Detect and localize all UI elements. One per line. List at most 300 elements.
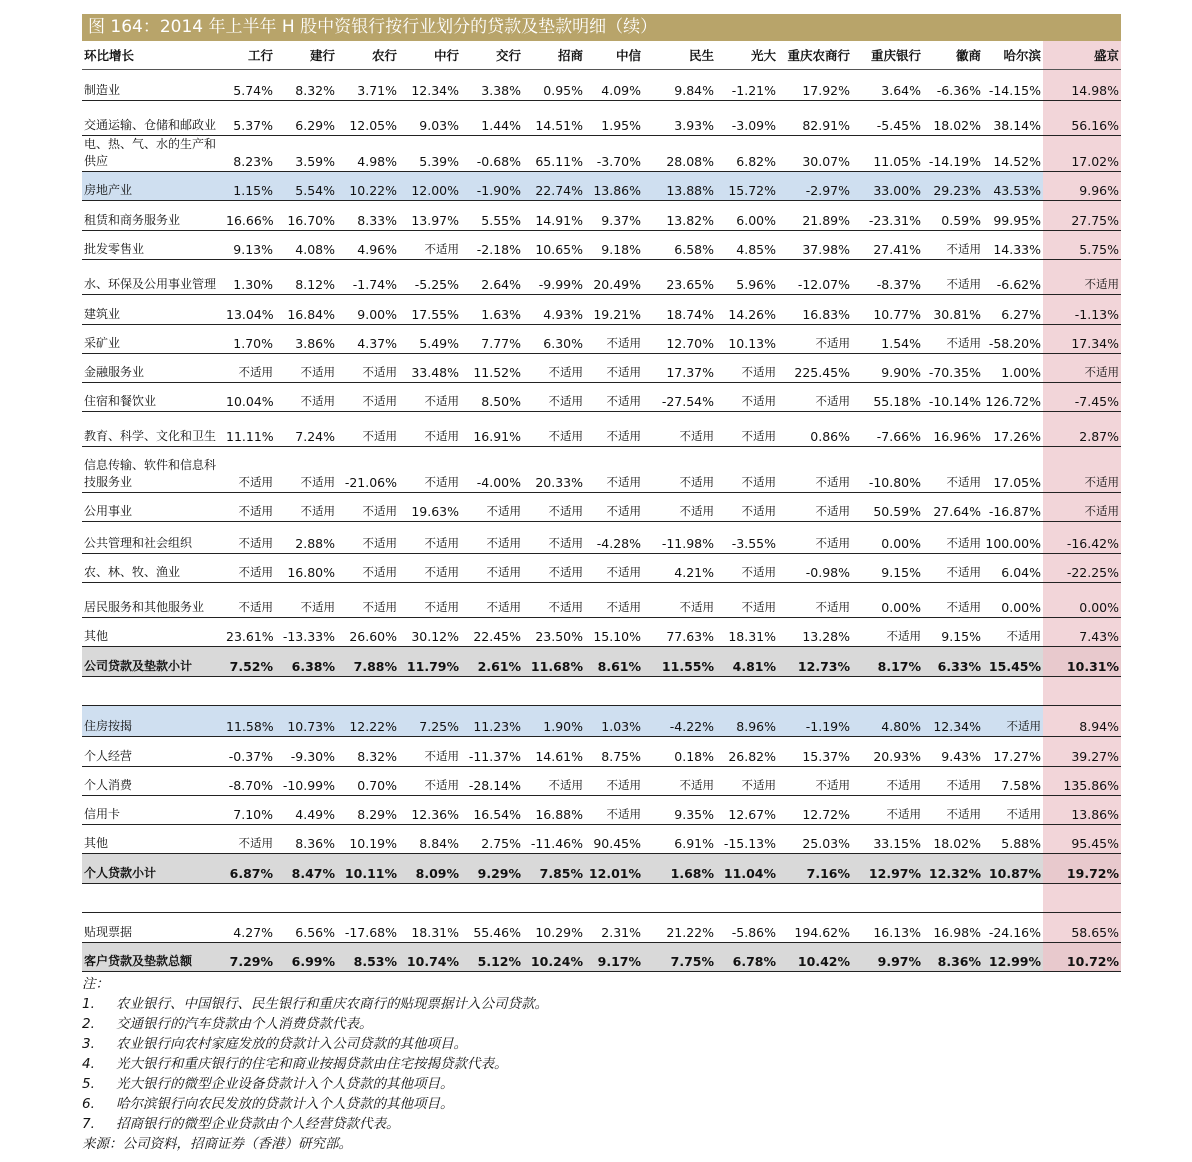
table-cell: 0.86% <box>778 412 852 447</box>
header-bank: 重庆农商行 <box>778 41 852 70</box>
table-cell: 不适用 <box>275 354 337 383</box>
table-cell: 17.92% <box>778 70 852 101</box>
table-cell: 12.67% <box>716 796 778 825</box>
table-cell: -1.74% <box>337 260 399 295</box>
table-cell: 不适用 <box>852 618 923 647</box>
table-cell: 不适用 <box>523 554 585 583</box>
table-cell: -6.36% <box>923 70 983 101</box>
table-cell: 11.23% <box>461 706 523 737</box>
table-cell: -1.13% <box>1043 295 1121 325</box>
table-cell: 16.80% <box>275 554 337 583</box>
table-cell: 8.53% <box>337 943 399 972</box>
table-cell: 1.44% <box>461 101 523 136</box>
table-cell: -21.06% <box>337 447 399 493</box>
note-number: 7. <box>82 1116 95 1132</box>
table-row <box>82 706 1121 737</box>
table-cell: 3.38% <box>461 70 523 101</box>
row-label: 其他 <box>82 618 224 647</box>
table-cell: -1.19% <box>778 706 852 737</box>
table-cell: -5.25% <box>399 260 461 295</box>
row-label: 个人消费 <box>82 767 224 796</box>
table-cell: 11.04% <box>716 854 778 884</box>
table-cell: 10.04% <box>224 383 275 412</box>
table-cell: 1.00% <box>983 354 1043 383</box>
note-text: 光大银行和重庆银行的住宅和商业按揭贷款由住宅按揭贷款代表。 <box>116 1056 508 1072</box>
table-cell: 8.36% <box>275 825 337 854</box>
table-cell: 13.04% <box>224 295 275 325</box>
section-spacer <box>82 677 1121 706</box>
table-cell: 16.91% <box>461 412 523 447</box>
row-label: 公用事业 <box>82 493 224 522</box>
table-cell: 17.55% <box>399 295 461 325</box>
note-item <box>82 1094 1121 1114</box>
table-cell: 3.64% <box>852 70 923 101</box>
notes-title: 注： <box>82 976 109 992</box>
table-cell: 13.82% <box>643 201 716 231</box>
table-cell: 8.96% <box>716 706 778 737</box>
table-cell: 8.33% <box>337 201 399 231</box>
table-cell: -22.25% <box>1043 554 1121 583</box>
table-cell: 1.63% <box>461 295 523 325</box>
table-cell: 7.58% <box>983 767 1043 796</box>
table-cell: 9.96% <box>1043 172 1121 201</box>
table-cell: 5.75% <box>1043 231 1121 260</box>
row-label: 建筑业 <box>82 295 224 325</box>
table-cell: -10.80% <box>852 447 923 493</box>
table-cell: 14.91% <box>523 201 585 231</box>
figure-title: 图 164：2014 年上半年 H 股中资银行按行业划分的贷款及垫款明细（续） <box>82 14 1121 41</box>
table-cell: 不适用 <box>337 554 399 583</box>
table-cell: 不适用 <box>224 354 275 383</box>
table-cell: 不适用 <box>778 447 852 493</box>
table-cell: 33.15% <box>852 825 923 854</box>
table-cell: -8.70% <box>224 767 275 796</box>
table-cell: 9.97% <box>852 943 923 972</box>
table-cell: 77.63% <box>643 618 716 647</box>
row-label: 居民服务和其他服务业 <box>82 583 224 618</box>
table-cell: 不适用 <box>778 383 852 412</box>
table-cell: 56.16% <box>1043 101 1121 136</box>
table-cell: 23.61% <box>224 618 275 647</box>
note-item <box>82 994 1121 1014</box>
table-row <box>82 201 1121 231</box>
table-cell: 7.29% <box>224 943 275 972</box>
table-cell: 不适用 <box>852 767 923 796</box>
header-bank: 农行 <box>337 41 399 70</box>
table-cell: -8.37% <box>852 260 923 295</box>
table-cell: 12.01% <box>585 854 643 884</box>
table-cell: 不适用 <box>643 447 716 493</box>
table-cell: -9.99% <box>523 260 585 295</box>
table-cell: 8.32% <box>275 70 337 101</box>
table-cell: 不适用 <box>716 554 778 583</box>
table-cell: -2.18% <box>461 231 523 260</box>
table-cell: 55.46% <box>461 913 523 943</box>
table-cell: 33.48% <box>399 354 461 383</box>
table-cell: 26.82% <box>716 737 778 767</box>
table-cell: 不适用 <box>399 737 461 767</box>
table-cell: 4.08% <box>275 231 337 260</box>
table-cell: 19.21% <box>585 295 643 325</box>
table-cell: -13.33% <box>275 618 337 647</box>
note-number: 4. <box>82 1056 95 1072</box>
table-cell: 不适用 <box>224 825 275 854</box>
table-cell: 4.09% <box>585 70 643 101</box>
row-label: 制造业 <box>82 70 224 101</box>
table-row <box>82 295 1121 325</box>
row-label: 信用卡 <box>82 796 224 825</box>
table-cell: 5.37% <box>224 101 275 136</box>
table-cell: 17.27% <box>983 737 1043 767</box>
table-cell: 23.65% <box>643 260 716 295</box>
note-item <box>82 1074 1121 1094</box>
table-cell: 25.03% <box>778 825 852 854</box>
table-cell: 90.45% <box>585 825 643 854</box>
table-cell: 不适用 <box>224 493 275 522</box>
row-label: 房地产业 <box>82 172 224 201</box>
header-bank: 徽商 <box>923 41 983 70</box>
table-row <box>82 412 1121 447</box>
table-cell: 37.98% <box>778 231 852 260</box>
table-cell: -10.14% <box>923 383 983 412</box>
subtotal-row <box>82 647 1121 677</box>
table-cell: 12.32% <box>923 854 983 884</box>
table-cell: 18.31% <box>716 618 778 647</box>
table-cell: 17.05% <box>983 447 1043 493</box>
table-cell: 1.95% <box>585 101 643 136</box>
table-cell: 10.22% <box>337 172 399 201</box>
table-cell: 1.70% <box>224 325 275 354</box>
table-cell: 7.43% <box>1043 618 1121 647</box>
table-cell: 不适用 <box>643 412 716 447</box>
table-cell: 13.28% <box>778 618 852 647</box>
note-number: 2. <box>82 1016 95 1032</box>
table-cell: 2.31% <box>585 913 643 943</box>
table-cell: -0.37% <box>224 737 275 767</box>
table-cell: 7.24% <box>275 412 337 447</box>
table-cell: 5.88% <box>983 825 1043 854</box>
table-cell: 4.21% <box>643 554 716 583</box>
table-cell: 不适用 <box>523 767 585 796</box>
row-label: 个人经营 <box>82 737 224 767</box>
table-row <box>82 325 1121 354</box>
table-row <box>82 383 1121 412</box>
table-cell: 不适用 <box>585 554 643 583</box>
table-cell: 不适用 <box>923 522 983 554</box>
table-cell: 不适用 <box>923 231 983 260</box>
table-cell: 不适用 <box>461 522 523 554</box>
table-cell: 11.68% <box>523 647 585 677</box>
table-cell: 10.24% <box>523 943 585 972</box>
table-cell: 6.27% <box>983 295 1043 325</box>
table-cell: 126.72% <box>983 383 1043 412</box>
table-cell: 14.52% <box>983 136 1043 172</box>
table-cell: -23.31% <box>852 201 923 231</box>
header-bank: 工行 <box>224 41 275 70</box>
table-cell: 9.13% <box>224 231 275 260</box>
table-cell: 8.17% <box>852 647 923 677</box>
table-cell: 2.64% <box>461 260 523 295</box>
table-cell: 16.13% <box>852 913 923 943</box>
table-row <box>82 737 1121 767</box>
table-cell: 22.74% <box>523 172 585 201</box>
table-cell: -7.45% <box>1043 383 1121 412</box>
table-cell: 20.93% <box>852 737 923 767</box>
table-cell: 不适用 <box>224 522 275 554</box>
table-cell: 18.74% <box>643 295 716 325</box>
table-cell: 6.33% <box>923 647 983 677</box>
table-cell: -4.22% <box>643 706 716 737</box>
table-cell: 不适用 <box>923 583 983 618</box>
table-cell: 9.29% <box>461 854 523 884</box>
table-cell: 不适用 <box>983 706 1043 737</box>
table-cell: -58.20% <box>983 325 1043 354</box>
table-cell: 不适用 <box>399 231 461 260</box>
table-cell: 7.77% <box>461 325 523 354</box>
table-cell: 不适用 <box>399 412 461 447</box>
row-label: 电、热、气、水的生产和供应 <box>82 136 224 172</box>
table-cell: 6.56% <box>275 913 337 943</box>
table-row <box>82 101 1121 136</box>
table-cell: 21.22% <box>643 913 716 943</box>
table-row <box>82 913 1121 943</box>
note-text: 交通银行的汽车贷款由个人消费贷款代表。 <box>116 1016 373 1032</box>
table-cell: 22.45% <box>461 618 523 647</box>
note-text: 招商银行的微型企业贷款由个人经营贷款代表。 <box>116 1116 400 1132</box>
table-cell: 不适用 <box>399 767 461 796</box>
table-cell: 20.33% <box>523 447 585 493</box>
table-cell: 11.79% <box>399 647 461 677</box>
table-cell: -11.46% <box>523 825 585 854</box>
table-cell: 不适用 <box>1043 260 1121 295</box>
table-cell: 不适用 <box>778 522 852 554</box>
table-cell: 9.00% <box>337 295 399 325</box>
table-cell: 不适用 <box>523 383 585 412</box>
notes <box>82 974 1121 1154</box>
table-cell: 30.12% <box>399 618 461 647</box>
table-row <box>82 260 1121 295</box>
table-cell: 5.55% <box>461 201 523 231</box>
table-cell: 不适用 <box>923 767 983 796</box>
table-cell: 2.88% <box>275 522 337 554</box>
row-label: 客户贷款及垫款总额 <box>82 943 224 972</box>
table-cell: 33.00% <box>852 172 923 201</box>
table-cell: 55.18% <box>852 383 923 412</box>
table-cell: 不适用 <box>778 493 852 522</box>
table-cell: 95.45% <box>1043 825 1121 854</box>
table-cell: -3.55% <box>716 522 778 554</box>
header-bank: 建行 <box>275 41 337 70</box>
table-cell: 16.66% <box>224 201 275 231</box>
row-label: 公共管理和社会组织 <box>82 522 224 554</box>
table-cell: 10.42% <box>778 943 852 972</box>
table-cell: -16.87% <box>983 493 1043 522</box>
table-cell: 16.70% <box>275 201 337 231</box>
table-cell: 10.11% <box>337 854 399 884</box>
table-cell: 不适用 <box>585 493 643 522</box>
table-cell: 6.99% <box>275 943 337 972</box>
table-row <box>82 136 1121 172</box>
table-cell: 不适用 <box>716 493 778 522</box>
table-cell: 不适用 <box>224 447 275 493</box>
report-figure <box>82 14 1121 1154</box>
table-cell: 不适用 <box>399 522 461 554</box>
table-cell: 不适用 <box>585 383 643 412</box>
table-cell: 6.00% <box>716 201 778 231</box>
table-cell: 9.18% <box>585 231 643 260</box>
table-cell: 不适用 <box>523 354 585 383</box>
header-bank: 光大 <box>716 41 778 70</box>
table-cell: 不适用 <box>275 447 337 493</box>
table-cell: -4.28% <box>585 522 643 554</box>
table-cell: 不适用 <box>716 354 778 383</box>
table-cell: 不适用 <box>337 354 399 383</box>
note-number: 6. <box>82 1096 95 1112</box>
table-cell: 5.96% <box>716 260 778 295</box>
table-row <box>82 231 1121 260</box>
table-cell: 8.23% <box>224 136 275 172</box>
table-cell: 20.49% <box>585 260 643 295</box>
table-cell: 不适用 <box>716 412 778 447</box>
section-spacer <box>82 884 1121 913</box>
table-cell: 6.38% <box>275 647 337 677</box>
table-cell: 19.63% <box>399 493 461 522</box>
table-cell: -15.13% <box>716 825 778 854</box>
table-cell: 10.74% <box>399 943 461 972</box>
table-cell: 9.90% <box>852 354 923 383</box>
note-item <box>82 1114 1121 1134</box>
table-cell: 8.32% <box>337 737 399 767</box>
table-cell: 1.68% <box>643 854 716 884</box>
table-cell: -5.45% <box>852 101 923 136</box>
table-cell: -17.68% <box>337 913 399 943</box>
table-cell: 不适用 <box>1043 447 1121 493</box>
row-label: 公司贷款及垫款小计 <box>82 647 224 677</box>
table-cell: 17.26% <box>983 412 1043 447</box>
table-row <box>82 522 1121 554</box>
table-cell: 不适用 <box>778 583 852 618</box>
table-cell: 7.25% <box>399 706 461 737</box>
table-cell: 18.02% <box>923 825 983 854</box>
table-cell: 4.93% <box>523 295 585 325</box>
table-cell: 6.78% <box>716 943 778 972</box>
header-bank: 中行 <box>399 41 461 70</box>
table-cell: 不适用 <box>399 447 461 493</box>
table-cell: 11.58% <box>224 706 275 737</box>
table-cell: 2.61% <box>461 647 523 677</box>
table-cell: -10.99% <box>275 767 337 796</box>
table-cell: -24.16% <box>983 913 1043 943</box>
table-cell: 4.37% <box>337 325 399 354</box>
table-cell: 15.72% <box>716 172 778 201</box>
table-cell: 不适用 <box>275 583 337 618</box>
table-cell: -14.15% <box>983 70 1043 101</box>
table-cell: 12.72% <box>778 796 852 825</box>
header-bank: 招商 <box>523 41 585 70</box>
table-cell: -2.97% <box>778 172 852 201</box>
table-cell: 0.18% <box>643 737 716 767</box>
table-cell: 9.15% <box>923 618 983 647</box>
table-cell: 不适用 <box>923 447 983 493</box>
table-cell: 不适用 <box>716 767 778 796</box>
table-cell: -3.09% <box>716 101 778 136</box>
table-cell: 14.33% <box>983 231 1043 260</box>
table-cell: 16.54% <box>461 796 523 825</box>
row-label: 交通运输、仓储和邮政业 <box>82 101 224 136</box>
table-cell: 3.71% <box>337 70 399 101</box>
table-cell: 不适用 <box>337 522 399 554</box>
table-cell: 16.96% <box>923 412 983 447</box>
table-cell: 27.75% <box>1043 201 1121 231</box>
table-cell: 6.29% <box>275 101 337 136</box>
row-label: 信息传输、软件和信息科技服务业 <box>82 447 224 493</box>
table-cell: 不适用 <box>337 493 399 522</box>
table-cell: 15.37% <box>778 737 852 767</box>
table-cell: 不适用 <box>523 493 585 522</box>
table-cell: 10.29% <box>523 913 585 943</box>
table-cell: 6.04% <box>983 554 1043 583</box>
table-cell: 7.52% <box>224 647 275 677</box>
note-item <box>82 1034 1121 1054</box>
table-cell: 9.43% <box>923 737 983 767</box>
table-cell: -6.62% <box>983 260 1043 295</box>
table-cell: 3.86% <box>275 325 337 354</box>
table-cell: -3.70% <box>585 136 643 172</box>
table-cell: -12.07% <box>778 260 852 295</box>
table-cell: 27.64% <box>923 493 983 522</box>
table-row <box>82 825 1121 854</box>
table-cell: 23.50% <box>523 618 585 647</box>
table-cell: -0.98% <box>778 554 852 583</box>
table-cell: 不适用 <box>224 583 275 618</box>
table-cell: 不适用 <box>983 618 1043 647</box>
table-cell: 14.98% <box>1043 70 1121 101</box>
table-cell: 9.17% <box>585 943 643 972</box>
table-cell: 43.53% <box>983 172 1043 201</box>
note-number: 5. <box>82 1076 95 1092</box>
table-cell: 不适用 <box>643 767 716 796</box>
table-cell: -14.19% <box>923 136 983 172</box>
table-cell: 12.73% <box>778 647 852 677</box>
table-row <box>82 767 1121 796</box>
table-cell: 10.65% <box>523 231 585 260</box>
table-cell: 不适用 <box>923 796 983 825</box>
table-cell: 8.29% <box>337 796 399 825</box>
table-cell: -7.66% <box>852 412 923 447</box>
table-cell: 不适用 <box>399 383 461 412</box>
table-cell: 65.11% <box>523 136 585 172</box>
table-cell: 7.88% <box>337 647 399 677</box>
table-cell: 11.55% <box>643 647 716 677</box>
table-cell: 不适用 <box>923 554 983 583</box>
table-cell: 不适用 <box>923 325 983 354</box>
table-cell: 6.87% <box>224 854 275 884</box>
table-cell: 30.07% <box>778 136 852 172</box>
table-cell: 19.72% <box>1043 854 1121 884</box>
table-cell: 18.31% <box>399 913 461 943</box>
table-cell: 12.36% <box>399 796 461 825</box>
table-cell: 不适用 <box>585 354 643 383</box>
table-row <box>82 583 1121 618</box>
note-item <box>82 1014 1121 1034</box>
table-cell: 不适用 <box>275 383 337 412</box>
table-cell: -11.98% <box>643 522 716 554</box>
table-cell: 82.91% <box>778 101 852 136</box>
table-cell: 不适用 <box>923 260 983 295</box>
table-cell: 0.70% <box>337 767 399 796</box>
table-cell: 10.72% <box>1043 943 1121 972</box>
table-cell: 8.84% <box>399 825 461 854</box>
